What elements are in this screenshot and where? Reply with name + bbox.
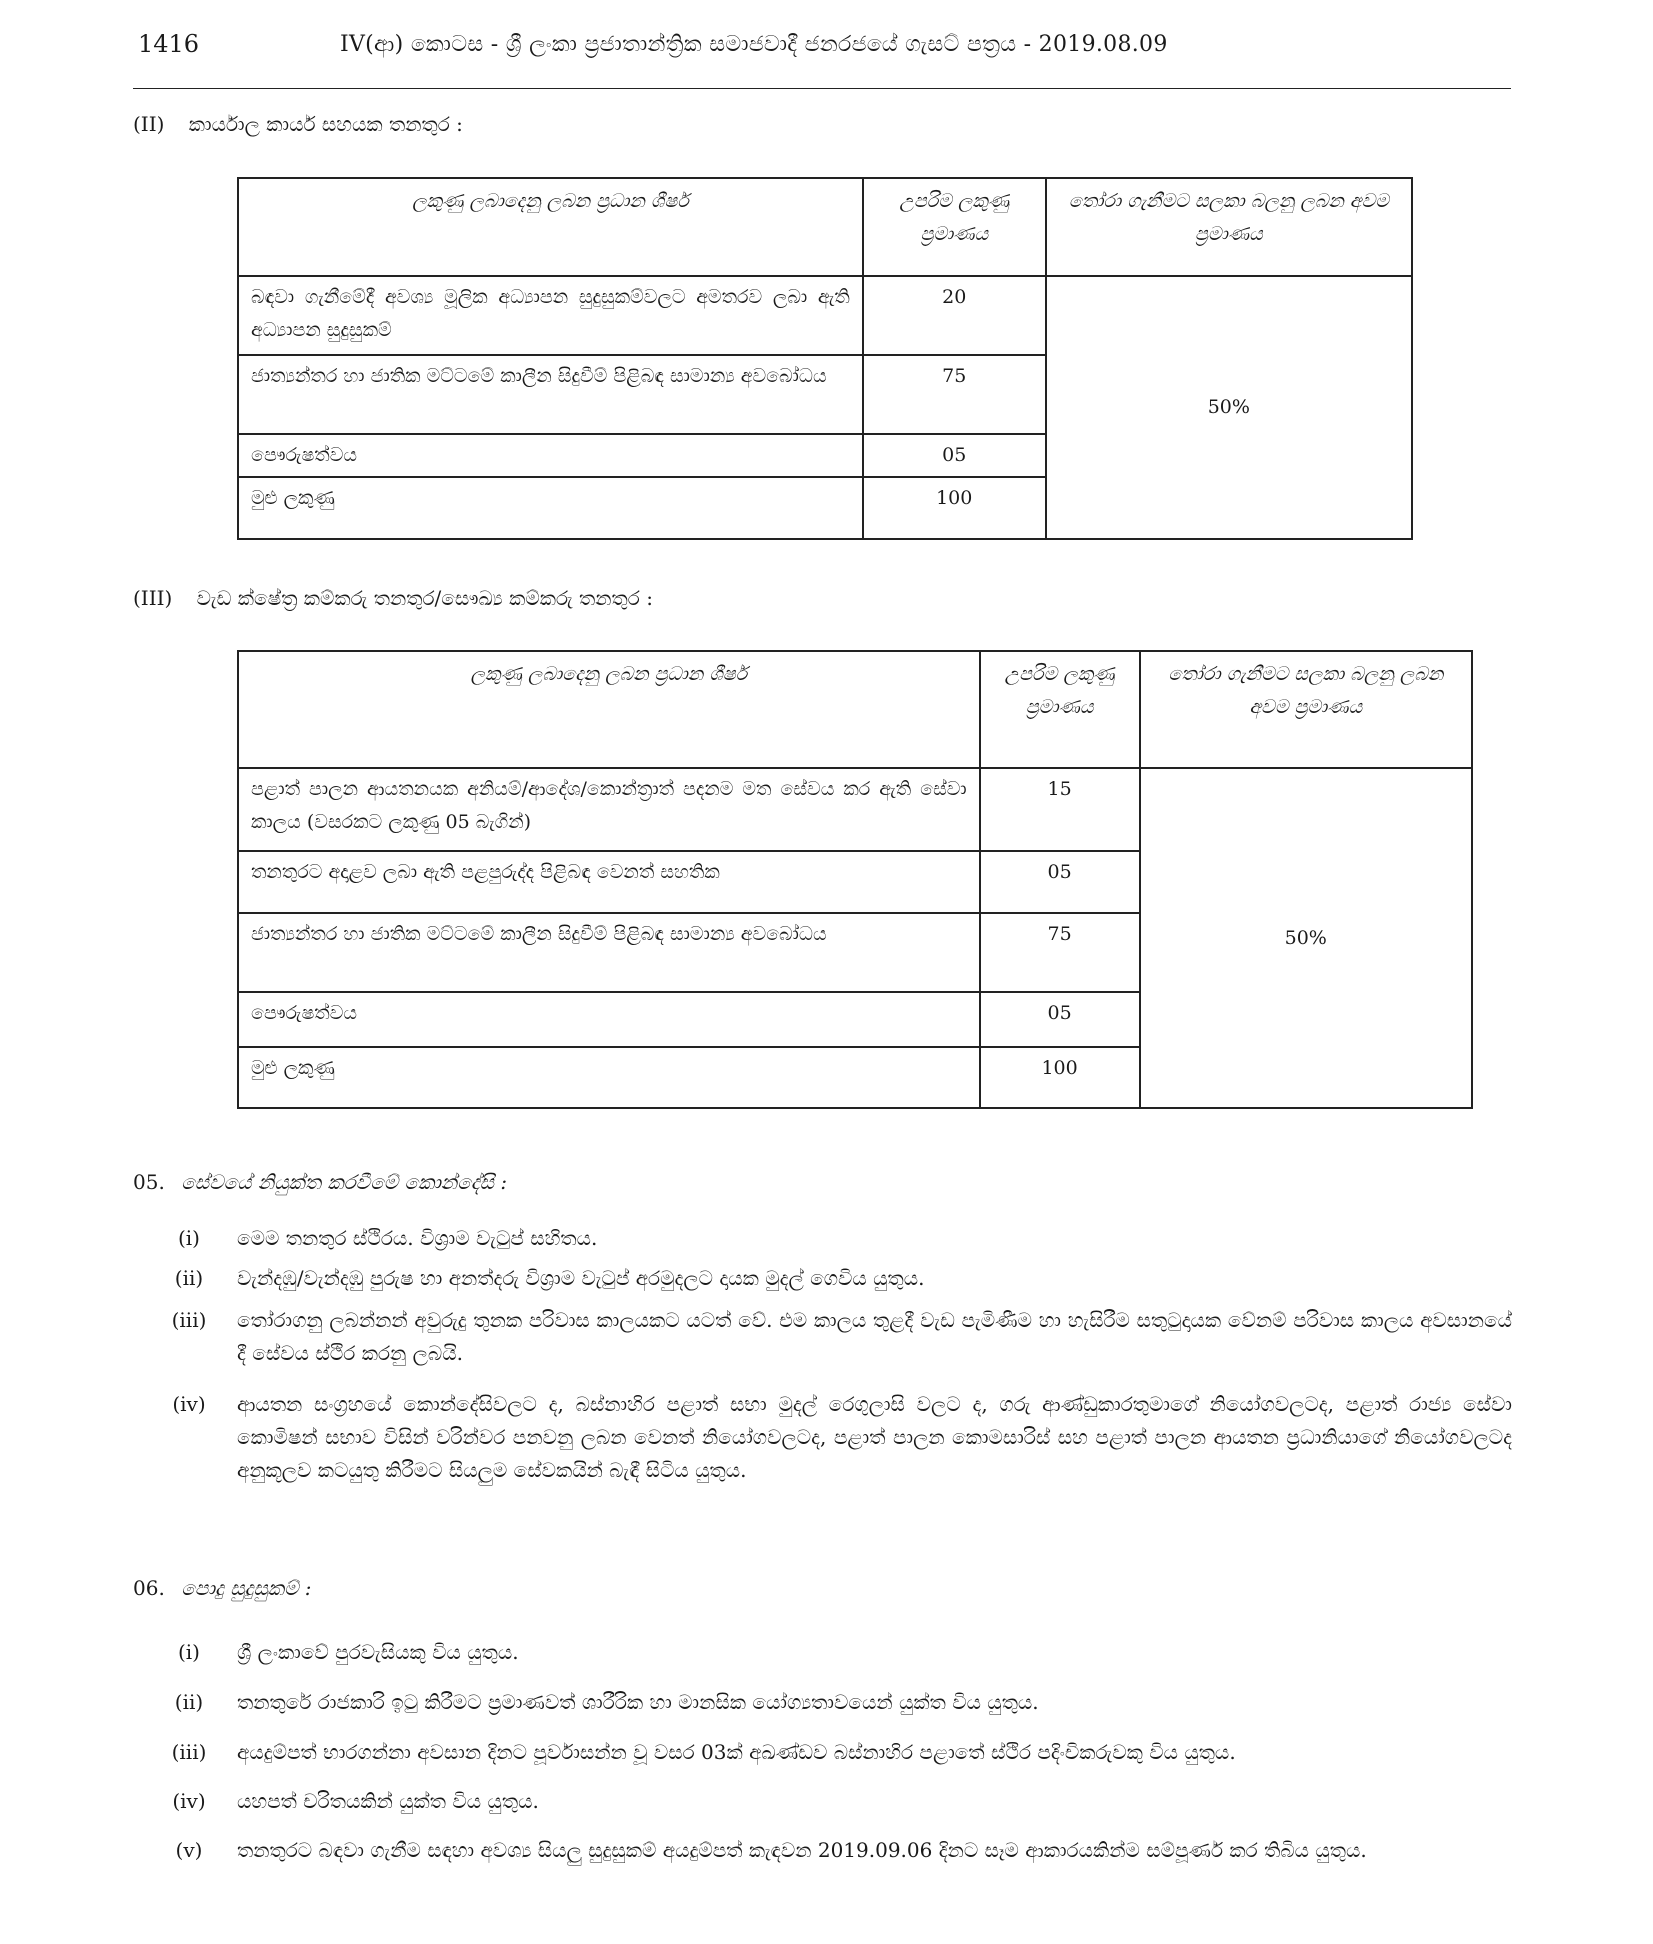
row-marks: 100 (863, 477, 1046, 539)
list-item-number: (ii) (174, 1266, 204, 1290)
section-ii-title: කාර්යාල කාර්ය සහයක තනතුර : (188, 112, 463, 136)
table-header-row (238, 651, 1472, 768)
header-divider (133, 88, 1511, 89)
row-subject: මුළු ලකුණු (238, 1047, 980, 1108)
clause-06-number: 06. (133, 1576, 165, 1600)
row-marks: 75 (863, 355, 1046, 434)
row-marks: 05 (980, 851, 1140, 913)
gazette-header-title: IV(ආ) කොටස - ශ්‍රී ලංකා ප්‍රජාතාන්ත්‍රික සමාජවාදී ජනරජයේ ගැසට් පත්‍රය - 2019.08.09 (340, 32, 1168, 57)
column-header-max-marks: උපරිම ලකුණු ප්‍රමාණය (980, 651, 1140, 768)
clause-06-title: පොදු සුදුසුකම් : (181, 1576, 312, 1600)
min-pass-percentage: 50% (1140, 768, 1473, 1108)
row-marks: 15 (980, 768, 1140, 851)
column-header-subject: ලකුණු ලබාදෙනු ලබන ප්‍රධාන ශීර්ෂ (238, 178, 863, 276)
section-ii-number: (II) (133, 112, 165, 136)
list-item-number: (v) (175, 1838, 203, 1862)
list-item-text: වැන්දඹු/වැන්දඹු පුරුෂ හා අනත්දරු විශ්‍රාම වැටුප් අරමුදලට දායක මුදල් ගෙවිය යුතුය. (237, 1266, 925, 1290)
list-item-number: (iii) (171, 1308, 207, 1332)
list-item-number: (iv) (172, 1789, 206, 1813)
list-item-text: අයදුම්පත් භාරගන්නා අවසාන දිනට පූර්වාසන්න වූ වසර 03ක් අඛණ්ඩව බස්නාහිර පළාතේ ස්ථිර පදිංචිකරුවකු විය යුතුය. (237, 1740, 1236, 1764)
column-header-subject: ලකුණු ලබාදෙනු ලබන ප්‍රධාන ශීර්ෂ (238, 651, 980, 768)
list-item-number: (i) (177, 1226, 200, 1250)
clause-05-number: 05. (133, 1170, 165, 1194)
row-subject: ජාත්‍යන්තර හා ජාතික මට්ටමේ කාලීන සිදුවීම් පිළිබඳ සාමාන්‍ය අවබෝධය (238, 913, 980, 992)
row-subject: පළාත් පාලන ආයතනයක අනියම්/ආදේශ/කොන්ත්‍රාත් පදනම මත සේවය කර ඇති සේවා කාලය (වසරකට ලකුණු 05 බැගින්) (238, 768, 980, 851)
list-item-text: තනතුරේ රාජකාරි ඉටු කිරීමට ප්‍රමාණවත් ශාරීරික හා මානසික යෝග්‍යතාවයෙන් යුක්ත විය යුතුය. (237, 1690, 1039, 1714)
list-item-text: ආයතන සංග්‍රහයේ කොන්දේසිවලට ද, බස්නාහිර පළාත් සභා මුදල් රෙගුලාසි වලට ද, ගරු ආණ්ඩුකාරතුමාගේ නියෝගවලටද, පළාත් රාජ්‍ය සේවා කොමිෂන් සභාව විසින් වරින්වර පනවනු ලබන වෙනත් නියෝගවලටද, පළාත් පාලන කොමසාරිස් සහ පළාත් පාලන ආයතන ප්‍රධානියාගේ නියෝගවලටද අනුකූලව කටයුතු කිරීමට සියලුම සේවකයින් බැඳී සිටිය යුතුය. (237, 1392, 1512, 1482)
row-marks: 75 (980, 913, 1140, 992)
section-iii-heading (133, 586, 653, 610)
row-subject: ජාත්‍යන්තර හා ජාතික මට්ටමේ කාලීන සිදුවීම් පිළිබඳ සාමාන්‍ය අවබෝධය (238, 355, 863, 434)
row-subject: පෞරුෂත්වය (238, 992, 980, 1047)
min-pass-percentage: 50% (1046, 276, 1412, 539)
list-item-text: ශ්‍රී ලංකාවේ පුරවැසියකු විය යුතුය. (237, 1640, 519, 1664)
clause-05-heading (133, 1170, 507, 1194)
table-row (238, 276, 1412, 355)
section-iii-marks-table (237, 650, 1473, 1109)
row-subject: බඳවා ගැනීමේදී අවශ්‍ය මූලික අධ්‍යාපන සුදුසුකම්වලට අමතරව ලබා ඇති අධ්‍යාපන සුදුසුකම් (238, 276, 863, 355)
section-iii-number: (III) (133, 586, 173, 610)
list-item-text: මෙම තනතුර ස්ථිරය. විශ්‍රාම වැටුප් සහිතය. (237, 1226, 598, 1250)
clause-06-heading (133, 1576, 312, 1600)
row-marks: 20 (863, 276, 1046, 355)
row-marks: 05 (863, 434, 1046, 477)
list-item-number: (ii) (174, 1690, 204, 1714)
section-iii-title: වැඩ ක්ෂේත්‍ර කම්කරු තනතුර/සෞඛ්‍ය කම්කරු තනතුර : (196, 586, 653, 610)
row-marks: 100 (980, 1047, 1140, 1108)
page-number: 1416 (138, 30, 200, 58)
column-header-max-marks: උපරිම ලකුණු ප්‍රමාණය (863, 178, 1046, 276)
column-header-min-pass: තෝරා ගැනීමට සලකා බලනු ලබන අවම ප්‍රමාණය (1140, 651, 1473, 768)
row-subject: මුළු ලකුණු (238, 477, 863, 539)
table-row (238, 768, 1472, 851)
row-subject: තනතුරට අදාළව ලබා ඇති පළපුරුද්ද පිළිබඳ වෙනත් සහතික (238, 851, 980, 913)
clause-05-title: සේවයේ නියුක්ත කරවීමේ කොන්දේසි : (181, 1170, 508, 1194)
list-item-text: තනතුරට බඳවා ගැනීම සඳහා අවශ්‍ය සියලු සුදුසුකම් අයදුම්පත් කැඳවන 2019.09.06 දිනට සෑම ආකාරයකින්ම සම්පූර්ණ කර තිබිය යුතුය. (237, 1838, 1367, 1862)
row-marks: 05 (980, 992, 1140, 1047)
list-item-text: යහපත් චරිතයකින් යුක්ත විය යුතුය. (237, 1789, 539, 1813)
list-item-number: (i) (177, 1640, 200, 1664)
column-header-min-pass: තෝරා ගැනීමට සලකා බලනු ලබන අවම ප්‍රමාණය (1046, 178, 1412, 276)
list-item-number: (iii) (171, 1740, 207, 1764)
section-ii-marks-table (237, 177, 1413, 540)
list-item-text: තෝරාගනු ලබන්නන් අවුරුදු තුනක පරිවාස කාලයකට යටත් වේ. එම කාලය තුළදී වැඩ පැමිණීම හා හැසිරීම සතුටුදායක වේනම් පරිවාස කාලය අවසානයේ දී සේවය ස්ථිර කරනු ලබයි. (237, 1308, 1512, 1365)
section-ii-heading (133, 112, 463, 136)
row-subject: පෞරුෂත්වය (238, 434, 863, 477)
list-item-number: (iv) (172, 1392, 206, 1416)
table-header-row (238, 178, 1412, 276)
